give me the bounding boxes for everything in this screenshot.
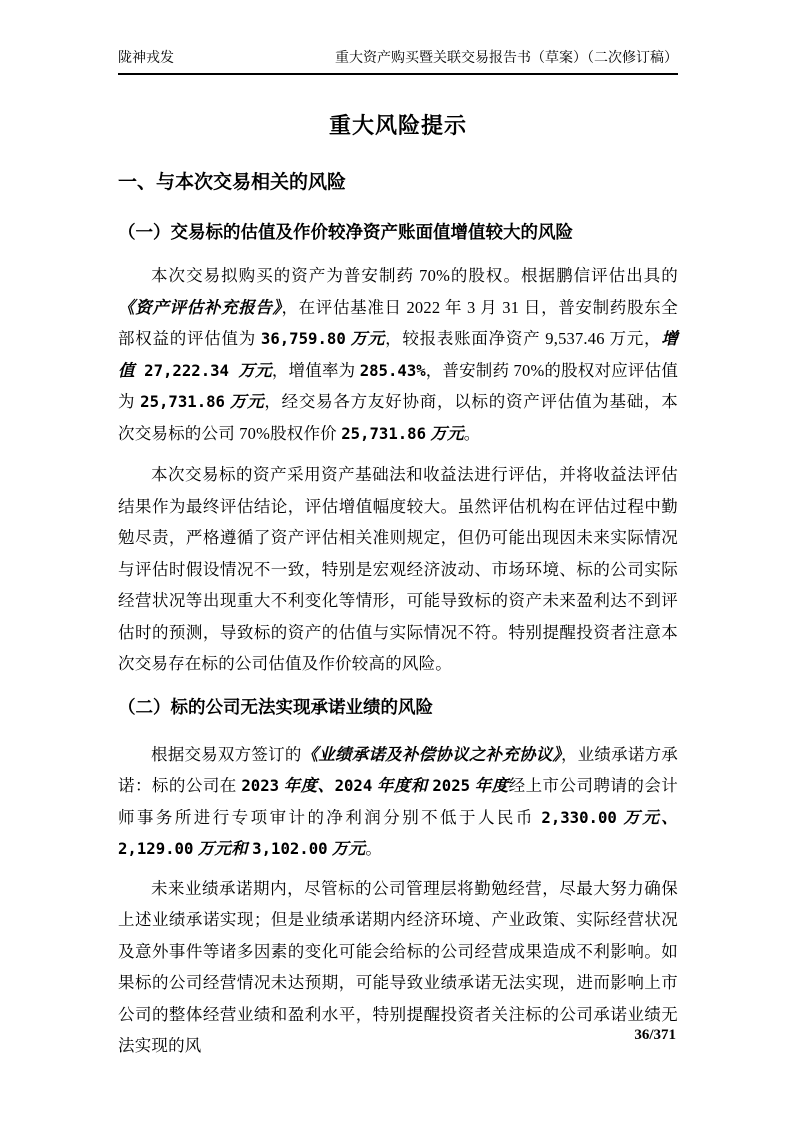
- section-1-1-heading: （一）交易标的估值及作价较净资产账面值增值较大的风险: [118, 222, 573, 242]
- paragraph-performance-commitment-2: 未来业绩承诺期内，尽管标的公司管理层将勤勉经营，尽最大努力确保上述业绩承诺实现；但是业绩承诺期内经济环境、产业政策、实际经营状况及意外事件等诸多因素的变化可能会给标的公司经营成果造成不利影响。如果标的公司经营情况未达预期，可能导致业绩承诺无法实现，进而影响上市公司的整体经营业绩和盈利水平，特别提醒投资者关注标的公司承诺业绩无法实现的风: [118, 878, 678, 1055]
- section-1-heading: 一、与本次交易相关的风险: [118, 172, 347, 193]
- header-company-abbr: 陇神戎发: [118, 51, 174, 66]
- section-1-2-heading: （二）标的公司无法实现承诺业绩的风险: [118, 696, 433, 717]
- page-title: 重大风险提示: [328, 113, 467, 138]
- header-report-title: 重大资产购买暨关联交易报告书（草案）（二次修订稿）: [335, 51, 678, 66]
- paragraph-performance-commitment-1: 根据交易双方签订的《业绩承诺及补偿协议之补充协议》，业绩承诺方承诺：标的公司在 2023 年度、2024 年度和 2025 年度经上市公司聘请的会计师事务所进行专项审计的净利润分别不低于人民币 2,330.00 万元、2,129.00 万元和 3,102.00 万元。: [118, 744, 679, 858]
- paragraph-valuation-risk-1: 本次交易拟购买的资产为普安制药 70%的股权。根据鹏信评估出具的《资产评估补充报告》，在评估基准日 2022 年 3 月 31 日，普安制药股东全部权益的评估值为 36,759.80 万元，较报表账面净资产 9,537.46 万元，增值 27,222.34 万元，增值率为 285.43%，普安制药 70%的股权对应评估值为 25,731.86 万元，经交易各方友好协商，以标的资产评估值为基础，本次交易标的公司 70%股权作价 25,731.86 万元。: [118, 266, 679, 443]
- paragraph-valuation-risk-2: 本次交易标的资产采用资产基础法和收益法进行评估，并将收益法评估结果作为最终评估结论，评估增值幅度较大。虽然评估机构在评估过程中勤勉尽责，严格遵循了资产评估相关准则规定，但仍可能出现因未来实际情况与评估时假设情况不一致，特别是宏观经济波动、市场环境、标的公司实际经营状况等出现重大不利变化等情形，可能导致标的资产未来盈利达不到评估时的预测，导致标的资产的估值与实际情况不符。特别提醒投资者注意本次交易存在标的公司估值及作价较高的风险。: [118, 465, 678, 673]
- page-number: 36/371: [634, 1027, 676, 1043]
- page-header: [118, 0, 678, 75]
